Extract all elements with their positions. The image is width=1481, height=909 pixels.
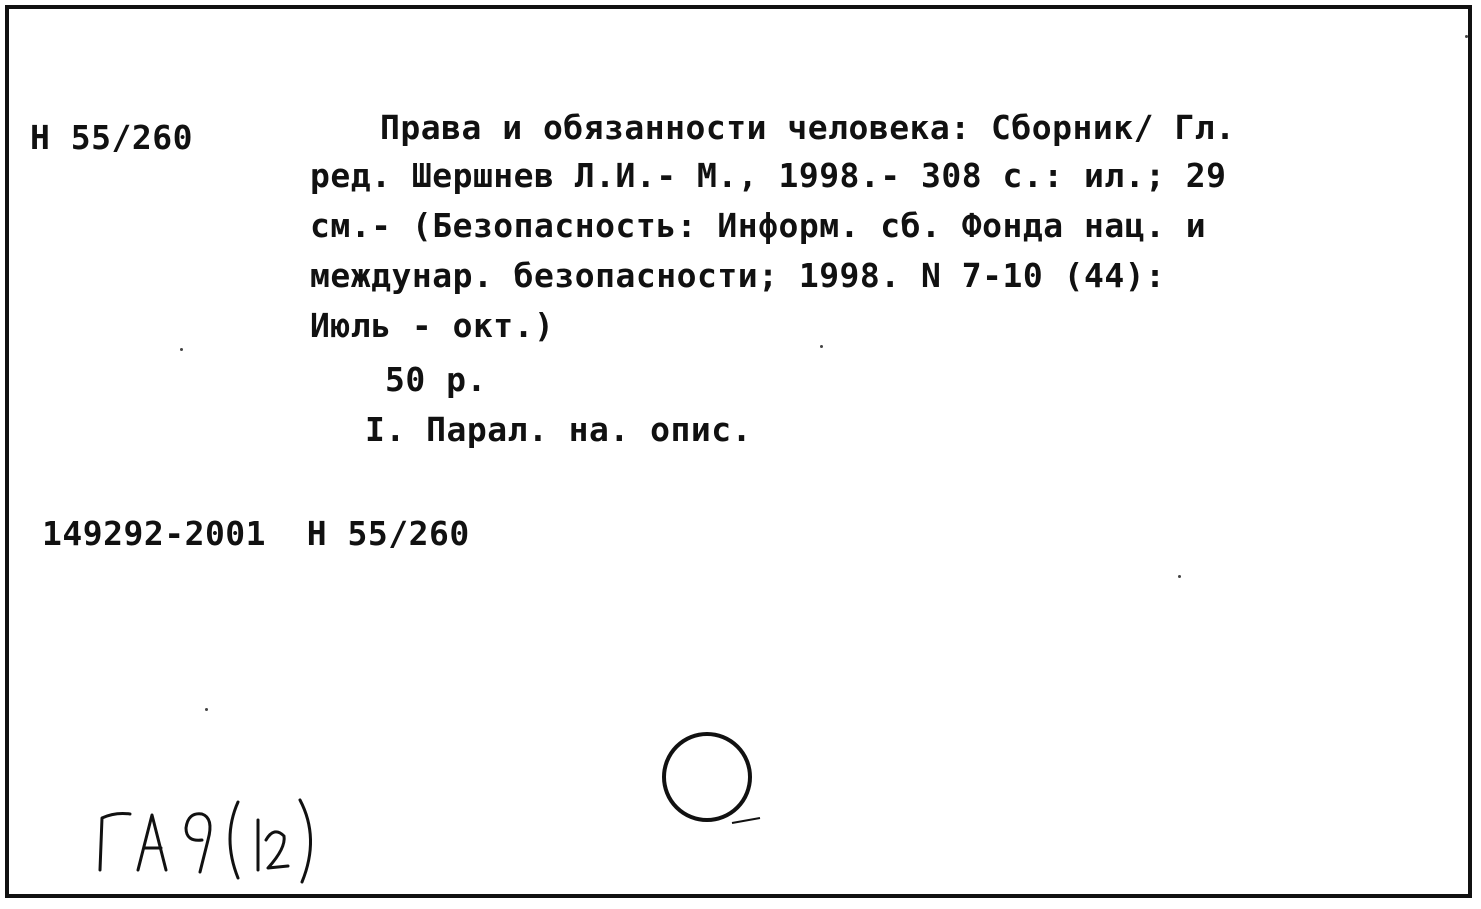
shelfmark: Н 55/260: [30, 118, 193, 157]
description-line-1: Права и обязанности человека: Сборник/ Гл.: [380, 108, 1236, 147]
description-line-4: междунар. безопасности; 1998. N 7-10 (44):: [310, 256, 1166, 295]
inventory-shelfmark: Н 55/260: [306, 514, 470, 553]
speck: [1465, 35, 1468, 38]
description-line-2: ред. Шершнев Л.И.- М., 1998.- 308 с.: ил.; 29: [310, 156, 1227, 195]
added-entry: I. Парал. на. опис.: [365, 410, 752, 449]
hole-punch-mark: [660, 730, 770, 834]
inventory-number: 149292-2001: [42, 514, 267, 553]
inventory-line: [42, 508, 470, 560]
speck: [820, 345, 823, 348]
speck: [1178, 575, 1181, 578]
handwritten-code: [90, 790, 340, 889]
price: 50 р.: [385, 360, 487, 399]
description-line-3: см.- (Безопасность: Информ. сб. Фонда нац. и: [310, 206, 1207, 245]
handwritten-code-drawing: [90, 790, 340, 885]
circle-icon: [660, 730, 770, 830]
speck: [205, 708, 208, 711]
speck: [180, 348, 183, 351]
description-line-5: Июль - окт.): [310, 306, 555, 345]
